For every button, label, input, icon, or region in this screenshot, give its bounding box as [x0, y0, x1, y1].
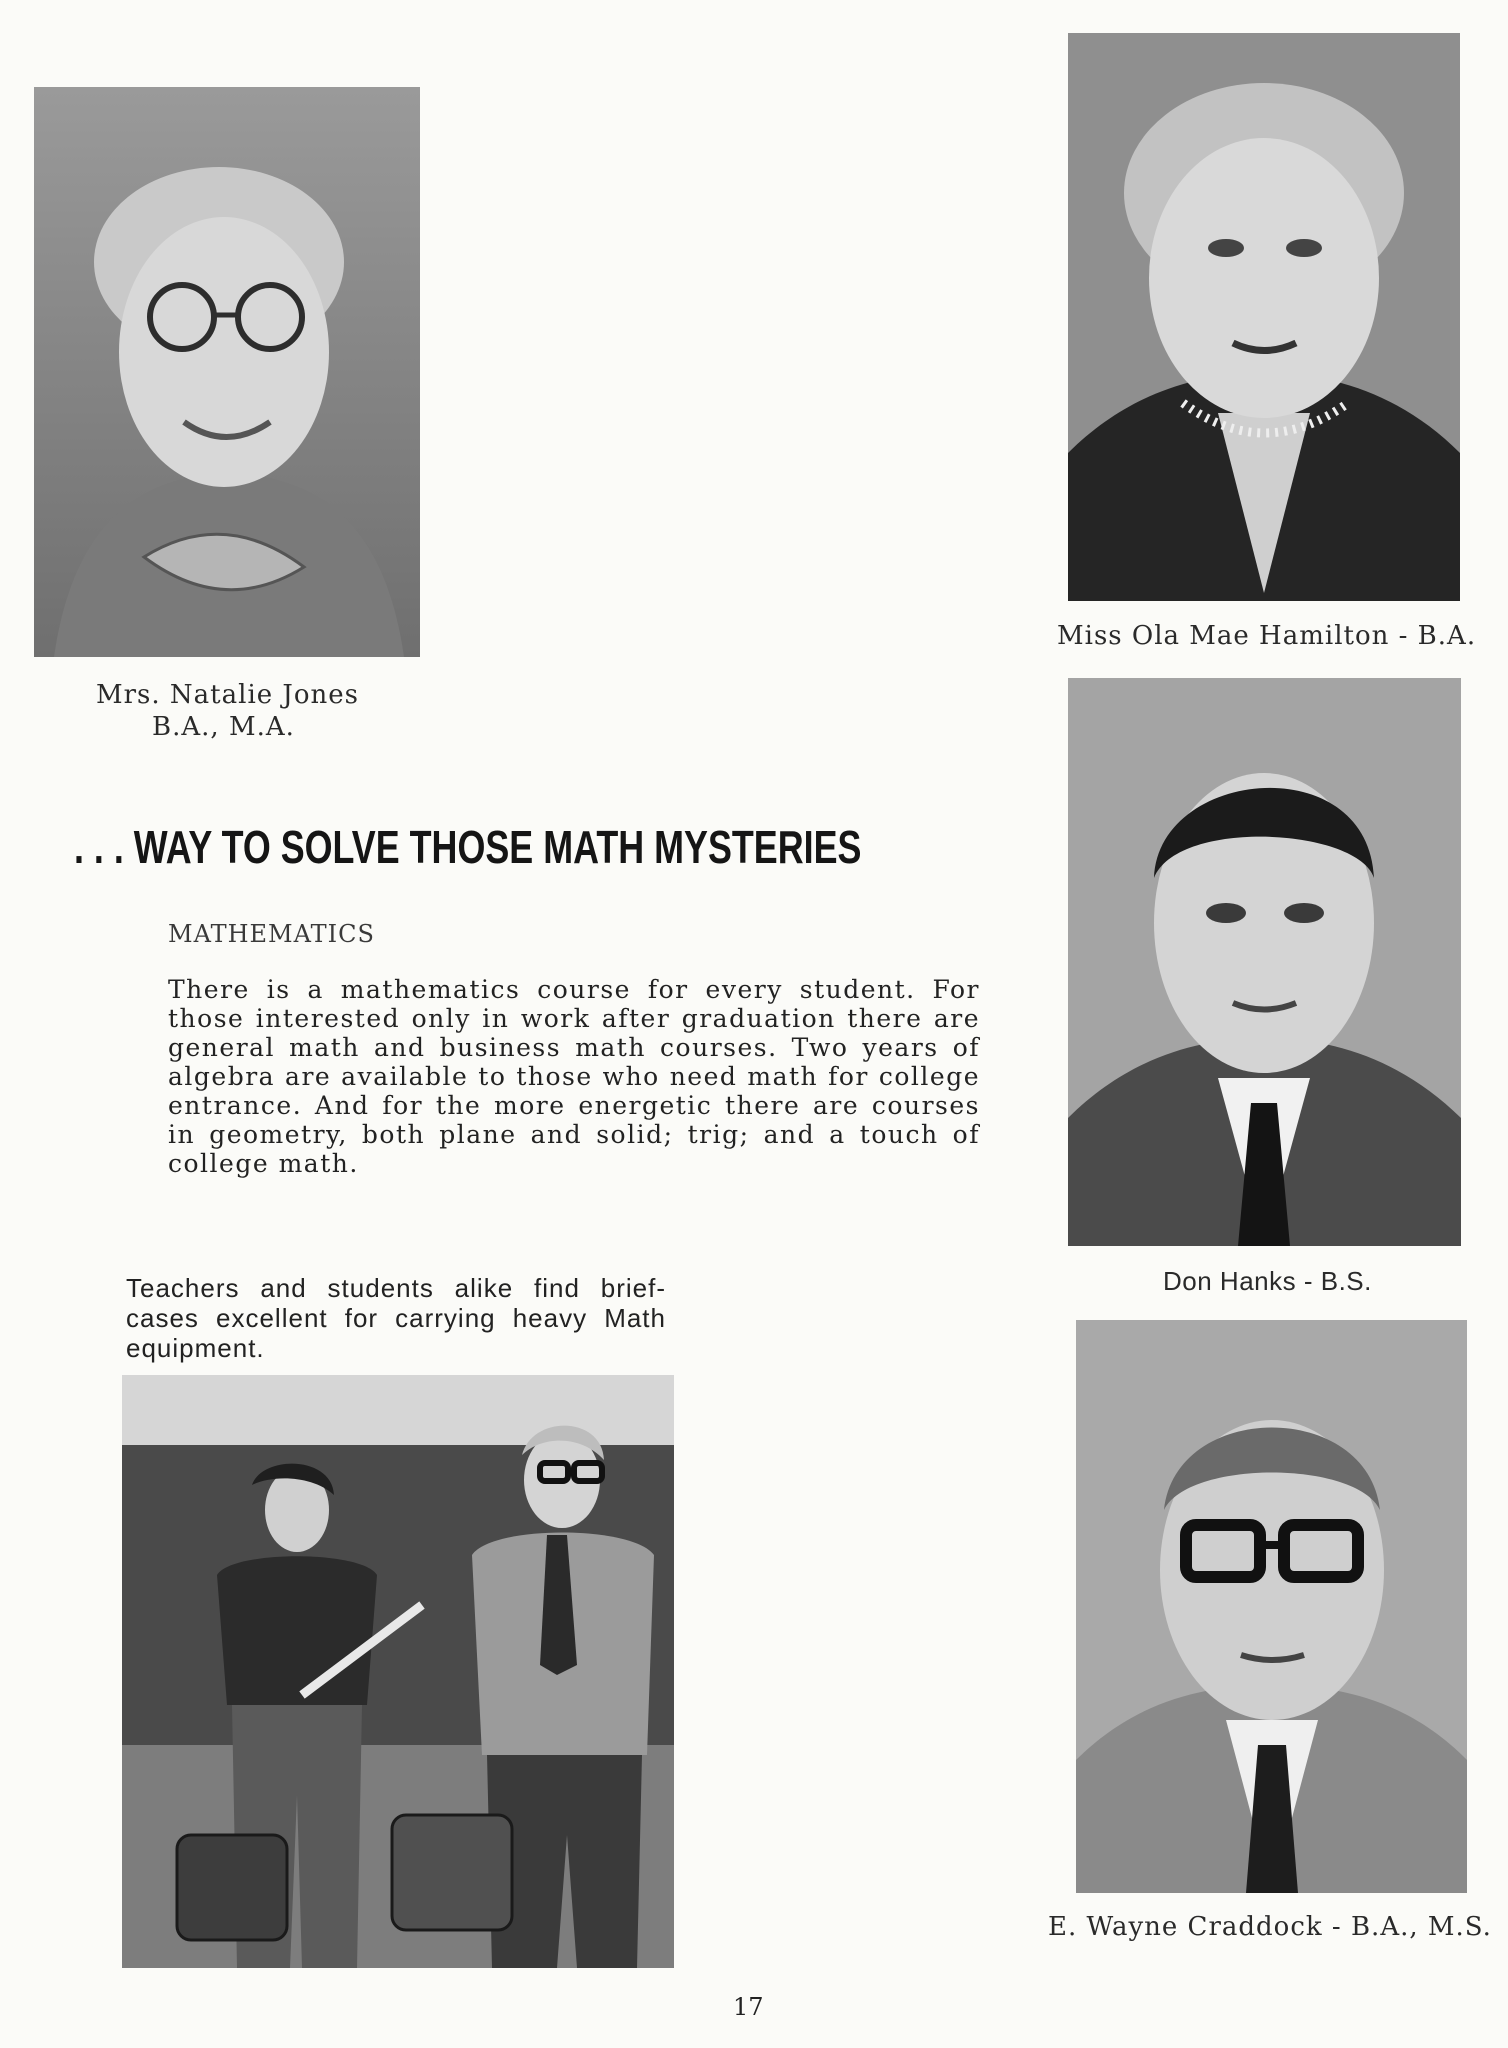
- portrait-ola-mae-hamilton: [1068, 33, 1460, 601]
- section-headline: . . . WAY TO SOLVE THOSE MATH MYSTERIES: [74, 821, 862, 873]
- section-label: MATHEMATICS: [168, 920, 375, 948]
- classroom-photo: [122, 1375, 674, 1968]
- portrait-wayne-craddock-image: [1076, 1320, 1467, 1893]
- caption-wayne-craddock: E. Wayne Craddock - B.A., M.S.: [1048, 1912, 1492, 1942]
- portrait-natalie-jones: [34, 87, 420, 657]
- caption-natalie-jones-name: Mrs. Natalie Jones: [96, 680, 359, 710]
- portrait-wayne-craddock: [1076, 1320, 1467, 1893]
- caption-ola-mae-hamilton: Miss Ola Mae Hamilton - B.A.: [1057, 621, 1477, 651]
- portrait-don-hanks: [1068, 678, 1461, 1246]
- portrait-ola-mae-hamilton-image: [1068, 33, 1460, 601]
- classroom-photo-caption: Teachers and students alike find brief-cases excellent for carrying heavy Math equipment.: [126, 1273, 666, 1363]
- page-number: 17: [733, 1993, 764, 2021]
- caption-don-hanks: Don Hanks - B.S.: [1163, 1266, 1372, 1296]
- section-body: There is a mathematics course for every student. For those interested only in work after graduation there are general math and business math courses. Two years of algebra are available to those who need math for college entrance. And for the more energetic there are courses in geometry, both plane and solid; trig; and a touch of college math.: [168, 975, 980, 1178]
- portrait-don-hanks-image: [1068, 678, 1461, 1246]
- portrait-natalie-jones-image: [34, 87, 420, 657]
- classroom-photo-image: [122, 1375, 674, 1968]
- caption-natalie-jones-degrees: B.A., M.A.: [152, 712, 295, 742]
